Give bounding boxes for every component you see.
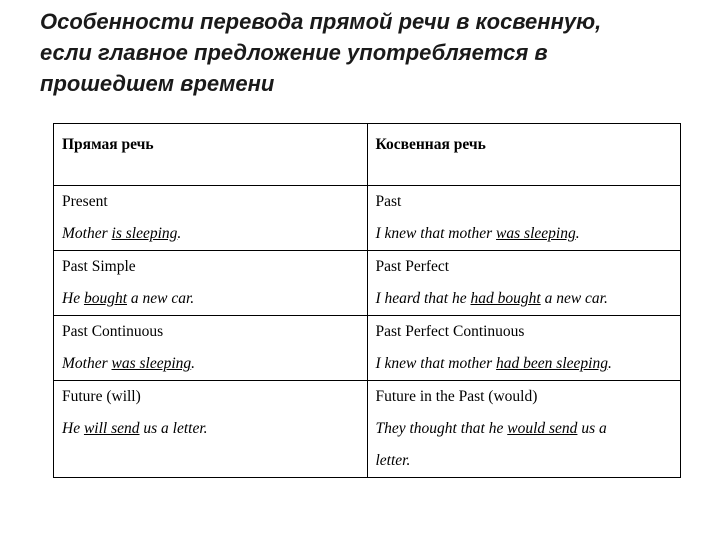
direct-cell (54, 186, 368, 251)
speech-conversion-table (53, 123, 681, 478)
table-row (54, 186, 681, 251)
title-line-3: прошедшем времени (40, 71, 275, 96)
direct-tense: Future (will) (62, 388, 141, 405)
direct-cell (54, 316, 368, 381)
direct-example: He bought a new car. (62, 290, 195, 307)
indirect-tense: Past (375, 193, 402, 210)
header-direct-speech: Прямая речь (62, 136, 154, 153)
indirect-cell (367, 316, 681, 381)
indirect-cell (367, 381, 681, 478)
direct-cell (54, 251, 368, 316)
table-row (54, 251, 681, 316)
header-indirect-speech: Косвенная речь (375, 136, 486, 153)
direct-example: He will send us a letter. (62, 420, 208, 437)
direct-example: Mother was sleeping. (62, 355, 196, 372)
header-cell-indirect (367, 124, 681, 186)
indirect-cell (367, 186, 681, 251)
indirect-example-continuation: letter. (375, 452, 411, 469)
direct-tense: Past Continuous (62, 323, 164, 340)
indirect-example: I knew that mother was sleeping. (375, 225, 580, 242)
header-cell-direct (54, 124, 368, 186)
title-line-2: если главное предложение употребляется в (40, 40, 548, 65)
indirect-example: I knew that mother had been sleeping. (375, 355, 612, 372)
direct-tense: Past Simple (62, 258, 136, 275)
indirect-example: I heard that he had bought a new car. (375, 290, 608, 307)
indirect-tense: Future in the Past (would) (375, 388, 538, 405)
indirect-example: They thought that he would send us a (375, 420, 607, 437)
direct-tense: Present (62, 193, 108, 210)
table-header-row (54, 124, 681, 186)
page-title (40, 6, 700, 99)
table-row (54, 316, 681, 381)
indirect-cell (367, 251, 681, 316)
direct-cell (54, 381, 368, 478)
indirect-tense: Past Perfect (375, 258, 450, 275)
direct-example: Mother is sleeping. (62, 225, 182, 242)
indirect-tense: Past Perfect Continuous (375, 323, 525, 340)
title-line-1: Особенности перевода прямой речи в косвенную, (40, 9, 602, 34)
table-row (54, 381, 681, 478)
